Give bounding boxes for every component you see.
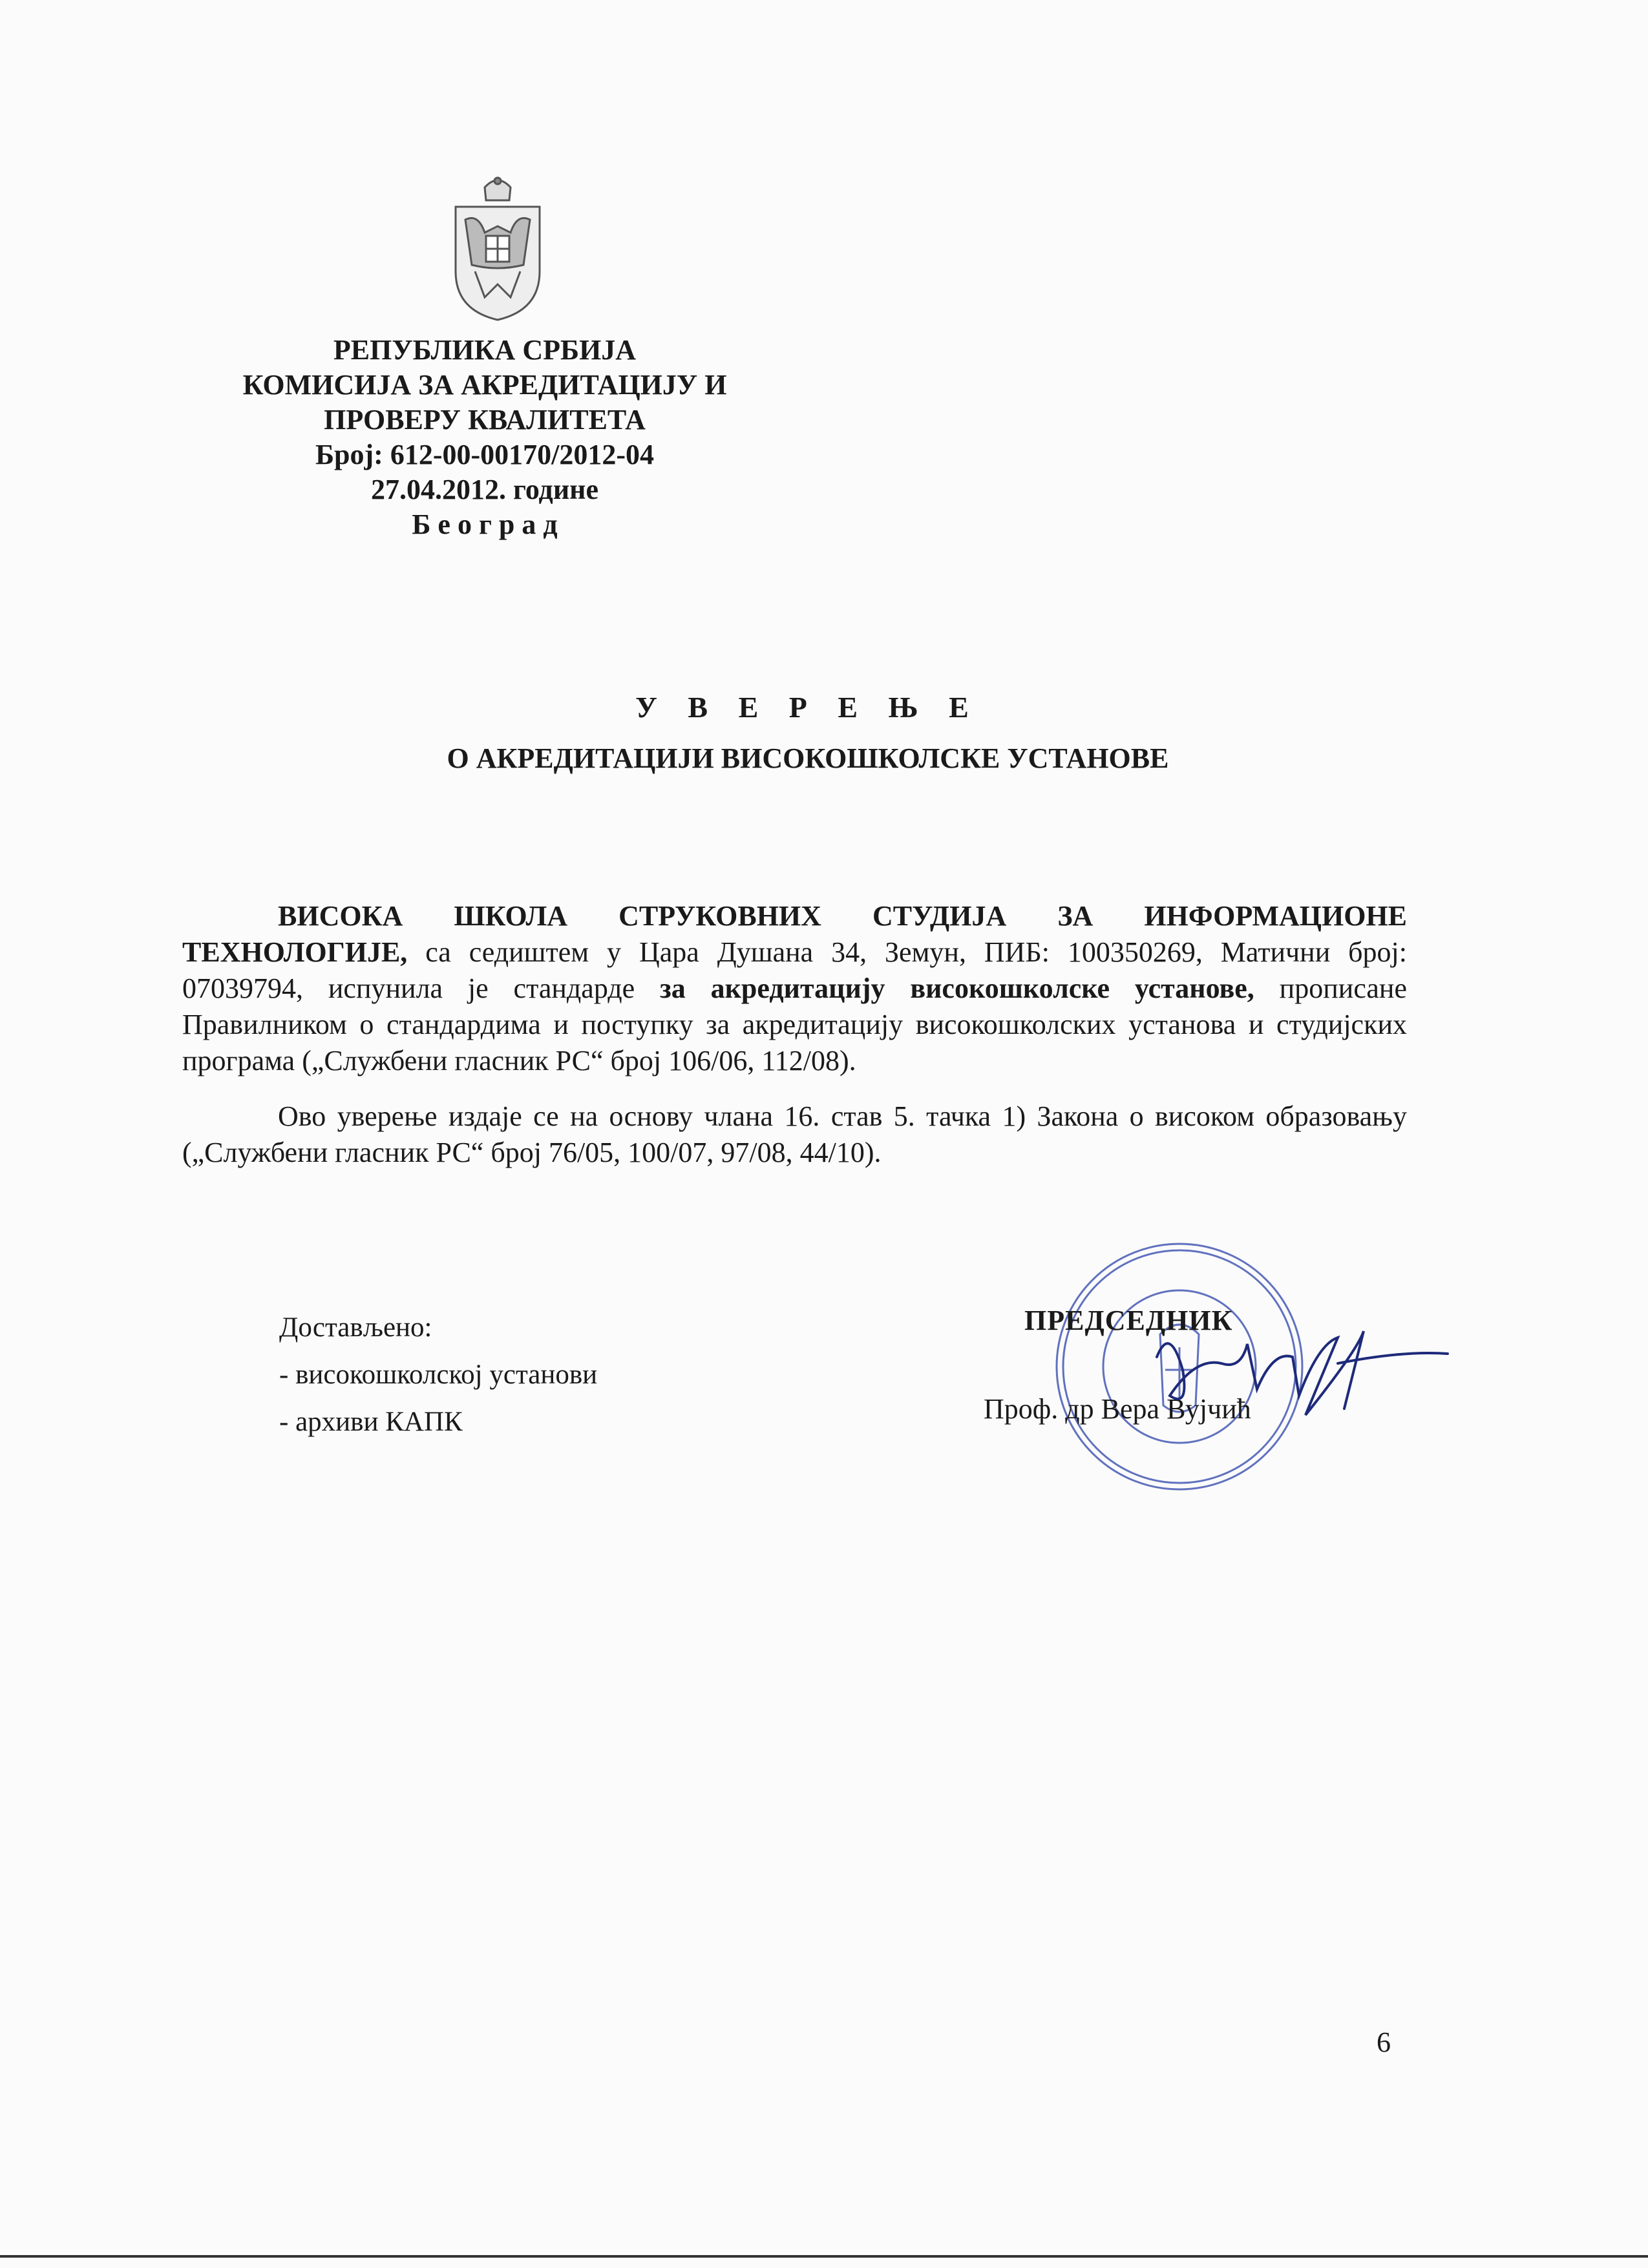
- page-number: 6: [1377, 2026, 1391, 2058]
- issuer-country: РЕПУБЛИКА СРБИЈА: [333, 334, 637, 366]
- scan-edge-divider: [0, 2255, 1648, 2258]
- handwritten-signature-icon: [1144, 1318, 1454, 1422]
- document-city: Б е о г р а д: [412, 509, 558, 540]
- issuer-commission-cont: ПРОВЕРУ КВАЛИТЕТА: [324, 404, 646, 436]
- coat-of-arms-icon: [446, 174, 549, 323]
- delivered-list: [279, 1304, 597, 1445]
- paragraph1-text-b: прописане Правилником о стандардима и поступку за акредитацију високошколских установа и студијских програма („Службени гласник РС“ број 106/06, 112/08).: [182, 972, 1407, 1076]
- body-paragraph-1: [182, 898, 1407, 1079]
- document-number: Број: 612-00-00170/2012-04: [315, 439, 655, 470]
- paragraph1-emphasis: за акредитацију високошколске установе,: [660, 972, 1254, 1004]
- paragraph1-text-a: са седиштем у Цара Душана 34, Земун, ПИБ: 100350269, Матични број: 07039794, испунила је стандарде: [182, 936, 1407, 1004]
- delivered-heading: Достављено:: [279, 1312, 432, 1343]
- document-title: У В Е Р Е Њ Е: [635, 691, 980, 724]
- document-date: 27.04.2012. године: [370, 474, 599, 505]
- issuer-header: [194, 333, 776, 542]
- delivered-item: - високошколској установи: [279, 1360, 598, 1390]
- issuer-commission: КОМИСИЈА ЗА АКРЕДИТАЦИЈУ И: [242, 369, 727, 401]
- institution-name: ВИСОКА ШКОЛА СТРУКОВНИХ СТУДИЈА ЗА ИНФОРМАЦИОНЕ ТЕХНОЛОГИЈЕ,: [182, 900, 1407, 968]
- document-subtitle: О АКРЕДИТАЦИЈИ ВИСОКОШКОЛСКЕ УСТАНОВЕ: [447, 742, 1169, 774]
- delivered-item: - архиви КАПК: [279, 1407, 463, 1437]
- signatory-name: Проф. др Вера Вујчић: [984, 1393, 1251, 1425]
- signatory-title: ПРЕДСЕДНИК: [1024, 1305, 1233, 1336]
- body-paragraph-2: Ово уверење издаје се на основу члана 16. став 5. тачка 1) Закона о високом образовању („Службени гласник РС“ број 76/05, 100/07, 97/08, 44/10).: [182, 1100, 1407, 1168]
